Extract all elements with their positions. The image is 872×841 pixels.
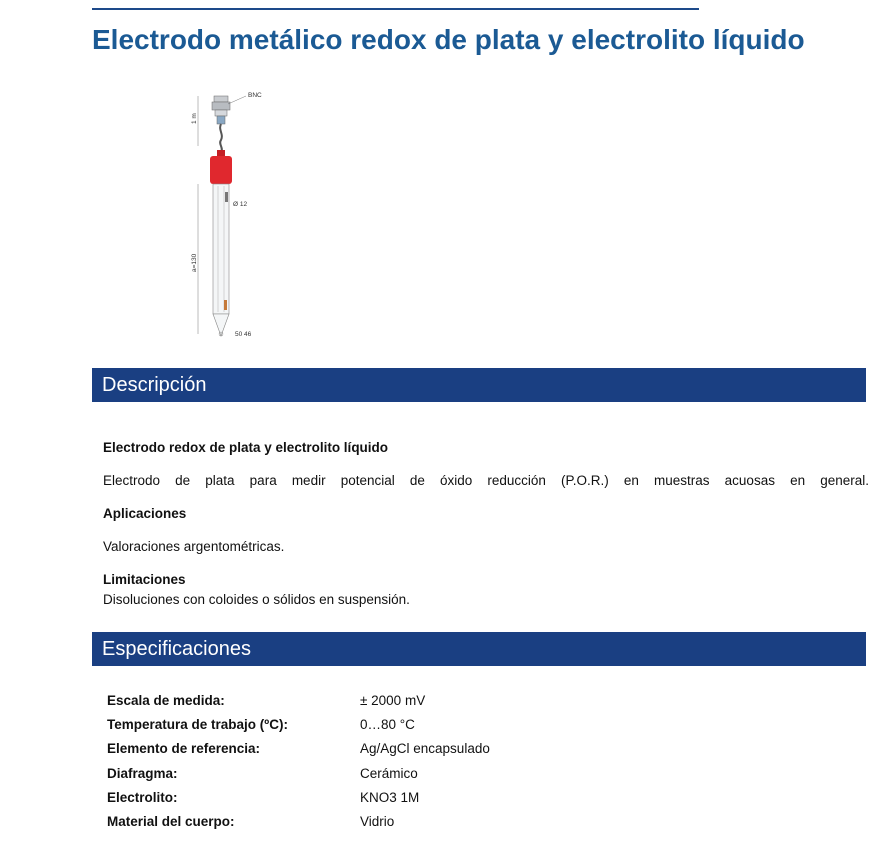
electrode-drawing xyxy=(180,86,280,346)
red-cap xyxy=(210,156,232,184)
section-bar-especificaciones xyxy=(92,632,866,666)
page-title: Electrodo metálico redox de plata y electrolito líquido xyxy=(92,24,805,55)
spec-value: KNO3 1M xyxy=(360,790,420,805)
spec-label: Material del cuerpo: xyxy=(107,814,235,829)
spec-value: 0…80 °C xyxy=(360,717,415,732)
limitaciones-text: Disoluciones con coloides o sólidos en suspensión. xyxy=(103,592,410,607)
spec-label: Elemento de referencia: xyxy=(107,741,261,756)
limitaciones-heading: Limitaciones xyxy=(103,572,186,587)
description-subtitle: Electrodo redox de plata y electrolito líquido xyxy=(103,440,389,455)
cable-length-label: 1 m xyxy=(191,113,198,124)
spec-value: Ag/AgCl encapsulado xyxy=(360,741,490,756)
bnc-connector-icon xyxy=(212,96,230,124)
description-text: Electrodo de plata para medir potencial de óxido reducción (P.O.R.) en muestras acuosas en general. xyxy=(103,473,869,488)
spec-value: Vidrio xyxy=(360,814,395,829)
glass-body xyxy=(213,184,229,314)
top-rule xyxy=(92,8,699,10)
product-code-label: 50 46 xyxy=(235,331,252,338)
spec-label: Temperatura de trabajo (ºC): xyxy=(107,717,288,732)
spec-label: Electrolito: xyxy=(107,790,178,805)
spec-label: Diafragma: xyxy=(107,766,178,781)
spec-label: Escala de medida: xyxy=(107,693,225,708)
bnc-label: BNC xyxy=(248,92,262,99)
section-heading-descripcion: Descripción xyxy=(102,374,207,396)
section-heading-especificaciones: Especificaciones xyxy=(102,638,251,660)
diameter-label: Ø 12 xyxy=(233,201,248,208)
aplicaciones-heading: Aplicaciones xyxy=(103,506,187,521)
cap-top xyxy=(217,150,225,156)
length-label: a=130 xyxy=(191,253,198,272)
section-bar-descripcion xyxy=(92,368,866,402)
spec-value: ± 2000 mV xyxy=(360,693,426,708)
aplicaciones-text: Valoraciones argentométricas. xyxy=(103,539,285,554)
spec-value: Cerámico xyxy=(360,766,418,781)
